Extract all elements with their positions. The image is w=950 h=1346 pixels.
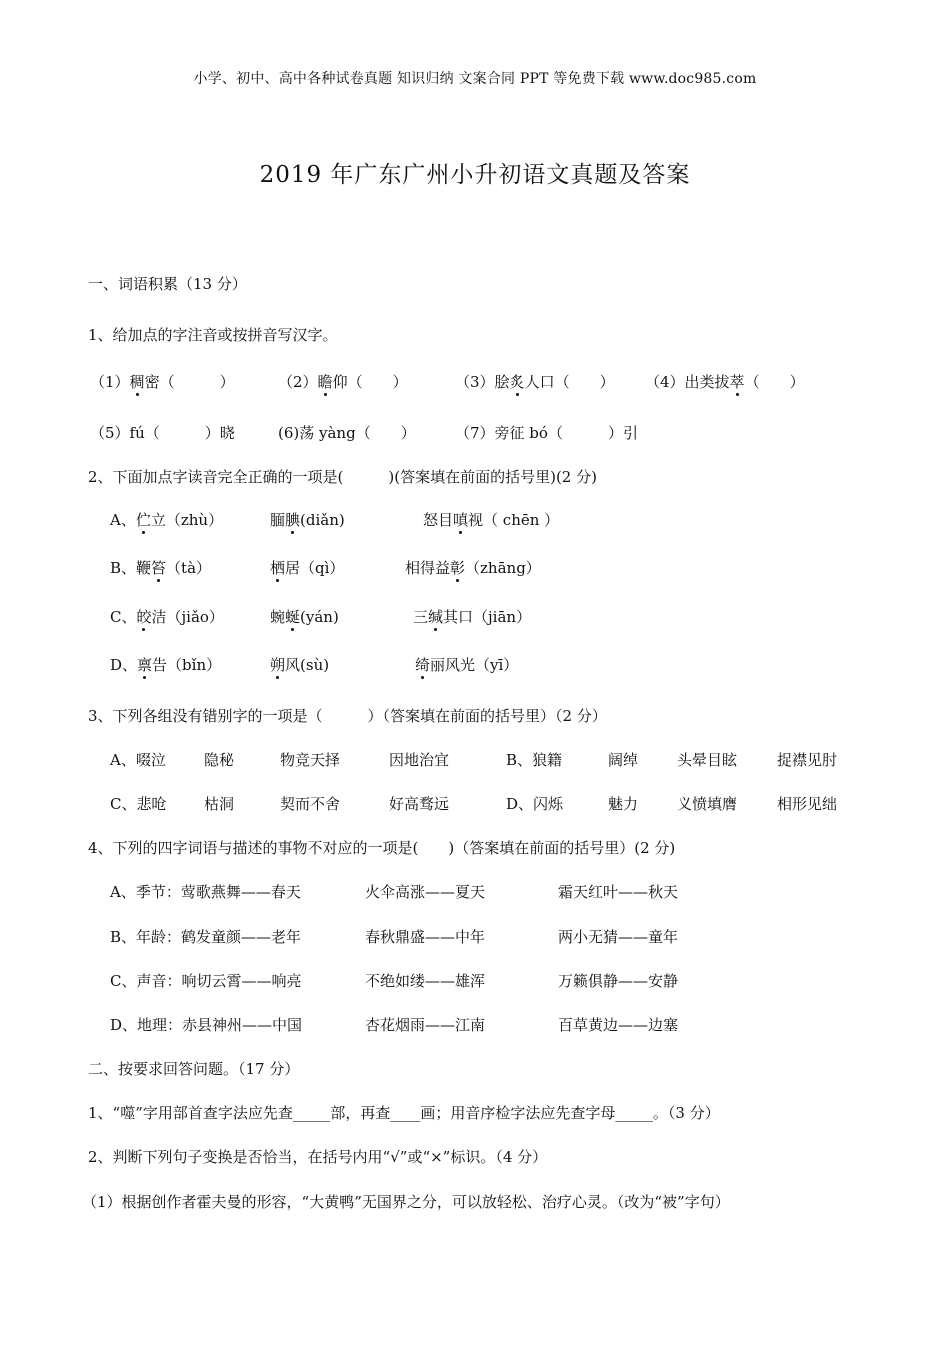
dotted-char: 朔	[270, 656, 286, 674]
word-cell: C、悲呛	[110, 795, 167, 813]
question-2-1: 1、“噬”字用部首查字法应先查_____部，再查____画；用音序检字法应先查字母_____。（3 分）	[88, 1104, 720, 1122]
option-b-col3: 相得益彰（zhāng）	[405, 559, 541, 577]
word-cell: A、啜泣	[110, 751, 166, 769]
pinyin-item-4: （4）出类拔萃（ ）	[645, 373, 805, 391]
option-d-col2: 朔风(sù)	[270, 656, 330, 674]
match-cell: D、地理：赤县神州——中国	[110, 1016, 303, 1034]
dotted-char: 皎	[136, 608, 152, 626]
option-b-col2: 栖居（qì）	[270, 559, 345, 577]
word-cell: 好高骛远	[389, 795, 450, 813]
option-b-col1: B、鞭笞（tà）	[110, 559, 212, 577]
question-1-3: 3、下列各组没有错别字的一项是（ ）（答案填在前面的括号里）（2 分）	[88, 707, 607, 725]
match-cell: 百草黄边——边塞	[558, 1016, 679, 1034]
dotted-char: 瞻	[317, 373, 333, 391]
option-c-col3: 三缄其口（jiān）	[413, 608, 532, 626]
question-1-1: 1、给加点的字注音或按拼音写汉字。	[88, 326, 338, 344]
word-cell: 头晕目眩	[677, 751, 738, 769]
option-d-col1: D、禀告（bǐn）	[110, 656, 222, 674]
word-cell: 物竞天择	[280, 751, 341, 769]
match-cell: A、季节：莺歌燕舞——春天	[110, 883, 301, 901]
word-cell: 捉襟见肘	[777, 751, 838, 769]
dotted-char: 嗔	[453, 511, 469, 529]
word-cell: 枯洞	[204, 795, 235, 813]
question-2-2: 2、判断下列句子变换是否恰当，在括号内用“√”或“×”标识。（4 分）	[88, 1148, 548, 1166]
match-cell: 火伞高涨——夏天	[365, 883, 486, 901]
word-cell: D、闪烁	[506, 795, 564, 813]
dotted-char: 稠	[129, 373, 145, 391]
match-cell: 万籁俱静——安静	[558, 972, 679, 990]
word-cell: 因地治宜	[389, 751, 450, 769]
word-cell: B、狼籍	[506, 751, 563, 769]
option-c-col2: 蜿蜒(yán)	[270, 608, 339, 626]
match-cell: 两小无猜——童年	[558, 928, 679, 946]
section-1-heading: 一、词语积累（13 分）	[88, 275, 247, 293]
word-cell: 阔绰	[608, 751, 639, 769]
dotted-char: 缄	[428, 608, 444, 626]
match-cell: 霜天红叶——秋天	[558, 883, 679, 901]
question-1-2: 2、下面加点字读音完全正确的一项是( )(答案填在前面的括号里)(2 分)	[88, 468, 597, 486]
dotted-char: 萃	[729, 373, 745, 391]
section-2-heading: 二、按要求回答问题。（17 分）	[88, 1060, 300, 1078]
pinyin-item-5: （5）fú（ ）晓	[90, 424, 235, 442]
word-cell: 契而不舍	[280, 795, 341, 813]
option-c-col1: C、皎洁（jiǎo）	[110, 608, 224, 626]
dotted-char: 腆	[285, 511, 301, 529]
pinyin-item-2: （2）瞻仰（ ）	[278, 373, 408, 391]
dotted-char: 彰	[450, 559, 466, 577]
word-cell: 隐秘	[204, 751, 235, 769]
page-title: 2019 年广东广州小升初语文真题及答案	[259, 162, 691, 188]
question-2-2-item-1: （1）根据创作者霍夫曼的形容，“大黄鸭”无国界之分，可以放轻松、治疗心灵。（改为“被”字句）	[82, 1193, 730, 1211]
match-cell: 春秋鼎盛——中年	[365, 928, 486, 946]
dotted-char: 炙	[509, 373, 525, 391]
pinyin-item-3: （3）脍炙人口（ ）	[455, 373, 615, 391]
option-a-col3: 怒目嗔视（ chēn ）	[423, 511, 560, 529]
match-cell: B、年龄：鹤发童颜——老年	[110, 928, 302, 946]
dotted-char: 笞	[151, 559, 167, 577]
pinyin-item-6: (6)荡 yàng（ ）	[278, 424, 416, 442]
match-cell: 不绝如缕——雄浑	[365, 972, 486, 990]
dotted-char: 蜒	[285, 608, 301, 626]
question-1-4: 4、下列的四字词语与描述的事物不对应的一项是( )（答案填在前面的括号里）(2 分)	[88, 839, 676, 857]
pinyin-item-1: （1）稠密（ ）	[90, 373, 235, 391]
match-cell: 杏花烟雨——江南	[365, 1016, 486, 1034]
word-cell: 相形见绌	[777, 795, 838, 813]
word-cell: 义愤填膺	[677, 795, 738, 813]
option-a-col1: A、伫立（zhù）	[110, 511, 224, 529]
option-d-col3: 绮丽风光（yī）	[415, 656, 519, 674]
dotted-char: 绮	[415, 656, 431, 674]
dotted-char: 伫	[135, 511, 151, 529]
dotted-char: 禀	[137, 656, 153, 674]
match-cell: C、声音：响切云霄——响亮	[110, 972, 302, 990]
pinyin-item-7: （7）旁征 bó（ ）引	[455, 424, 638, 442]
word-cell: 魅力	[608, 795, 639, 813]
option-a-col2: 腼腆(diǎn)	[270, 511, 345, 529]
dotted-char: 栖	[270, 559, 286, 577]
page-header-banner: 小学、初中、高中各种试卷真题 知识归纳 文案合同 PPT 等免费下载 www.doc985.com	[193, 71, 757, 87]
